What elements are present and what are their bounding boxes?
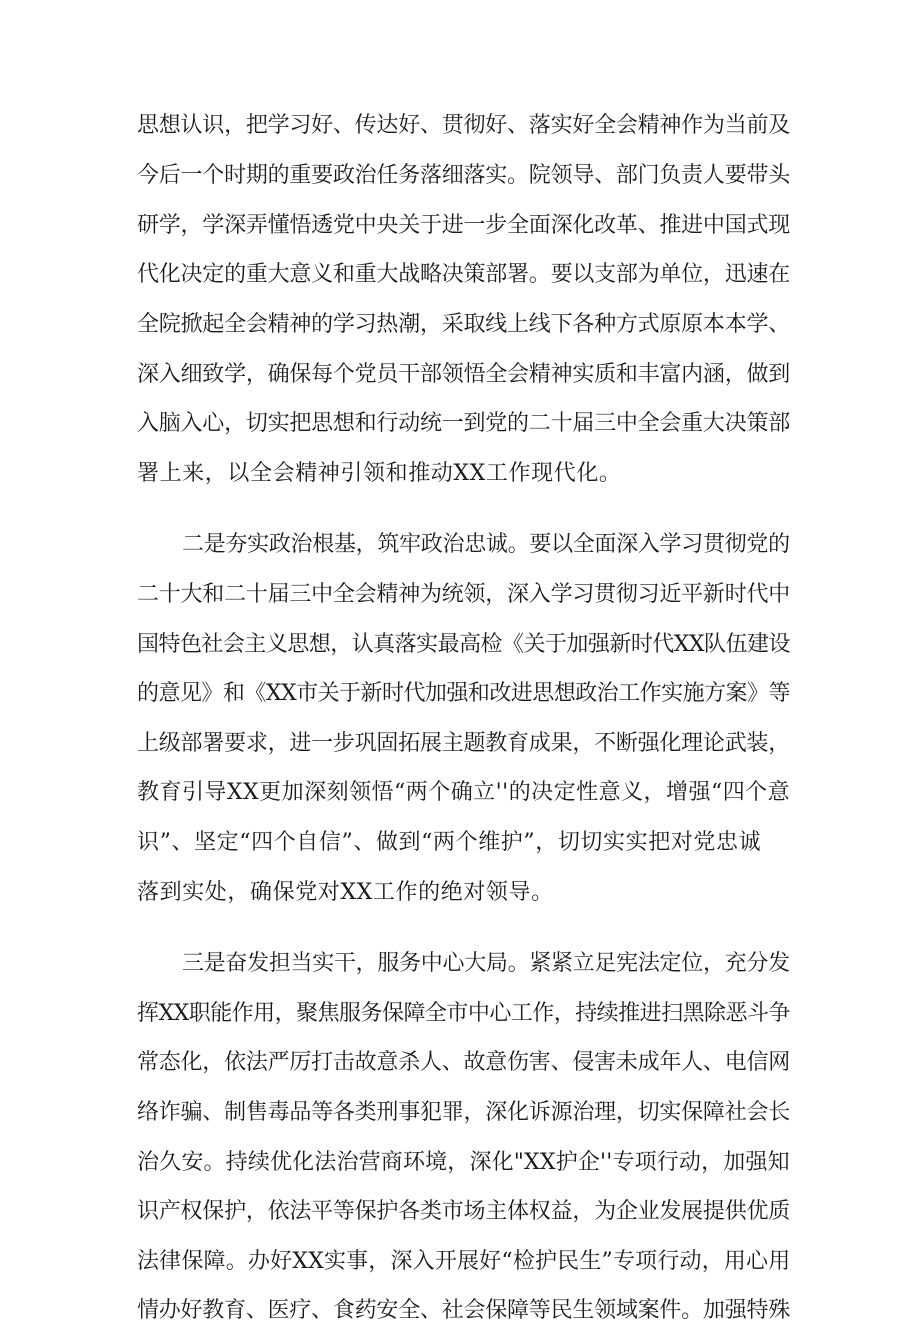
text-line: 今后一个时期的重要政治任务落细落实。院领导、部门负责人要带头	[137, 163, 791, 188]
text-line: 治久安。持续优化法治营商环境，深化"XX护企''专项行动，加强知	[137, 1150, 790, 1175]
text-line: 入脑入心，切实把思想和行动统一到党的二十届三中全会重大决策部	[137, 411, 791, 436]
text-line: 代化决定的重大意义和重大战略决策部署。要以支部为单位，迅速在	[137, 262, 791, 287]
text-line: 的意见》和《XX市关于新时代加强和改进思想政治工作实施方案》等	[137, 681, 790, 706]
text-line: 教育引导XX更加深刻领悟“两个确立''的决定性意义，增强“四个意	[137, 780, 791, 805]
text-line: 国特色社会主义思想，认真落实最高检《关于加强新时代XX队伍建设	[137, 632, 790, 657]
text-line: 常态化，依法严厉打击故意杀人、故意伤害、侵害未成年人、电信网	[137, 1050, 791, 1075]
text-line: 研学，学深弄懂悟透党中央关于进一步全面深化改革、推进中国式现	[137, 213, 791, 238]
text-line: 二是夯实政治根基，筑牢政治忠诚。要以全面深入学习贯彻党的	[182, 532, 790, 557]
text-line: 识产权保护，依法平等保护各类市场主体权益，为企业发展提供优质	[137, 1199, 791, 1224]
text-line: 络诈骗、制售毒品等各类刑事犯罪，深化诉源治理，切实保障社会长	[137, 1100, 791, 1125]
text-line: 三是奋发担当实干，服务中心大局。紧紧立足宪法定位，充分发	[182, 951, 790, 976]
text-line: 上级部署要求，进一步巩固拓展主题教育成果，不断强化理论武装，	[137, 731, 791, 756]
text-line: 思想认识，把学习好、传达好、贯彻好、落实好全会精神作为当前及	[137, 113, 791, 138]
text-line: 深入细致学，确保每个党员干部领悟全会精神实质和丰富内涵，做到	[137, 362, 791, 387]
text-line: 二十大和二十届三中全会精神为统领，深入学习贯彻习近平新时代中	[137, 582, 791, 607]
text-line: 情办好教育、医疗、食药安全、社会保障等民生领域案件。加强特殊	[137, 1298, 791, 1323]
text-line: 法律保障。办好XX实事，深入开展好“检护民生”专项行动，用心用	[137, 1249, 791, 1274]
text-line: 挥XX职能作用，聚焦服务保障全市中心工作，持续推进扫黑除恶斗争	[137, 1001, 790, 1026]
text-line: 全院掀起全会精神的学习热潮，采取线上线下各种方式原原本本学、	[137, 312, 791, 337]
text-line: 识”、坚定“四个自信”、做到“两个维护”，切切实实把对党忠诚	[137, 830, 762, 855]
text-line: 署上来，以全会精神引领和推动XX工作现代化。	[137, 461, 622, 486]
text-line: 落到实处，确保党对XX工作的绝对领导。	[137, 880, 554, 905]
